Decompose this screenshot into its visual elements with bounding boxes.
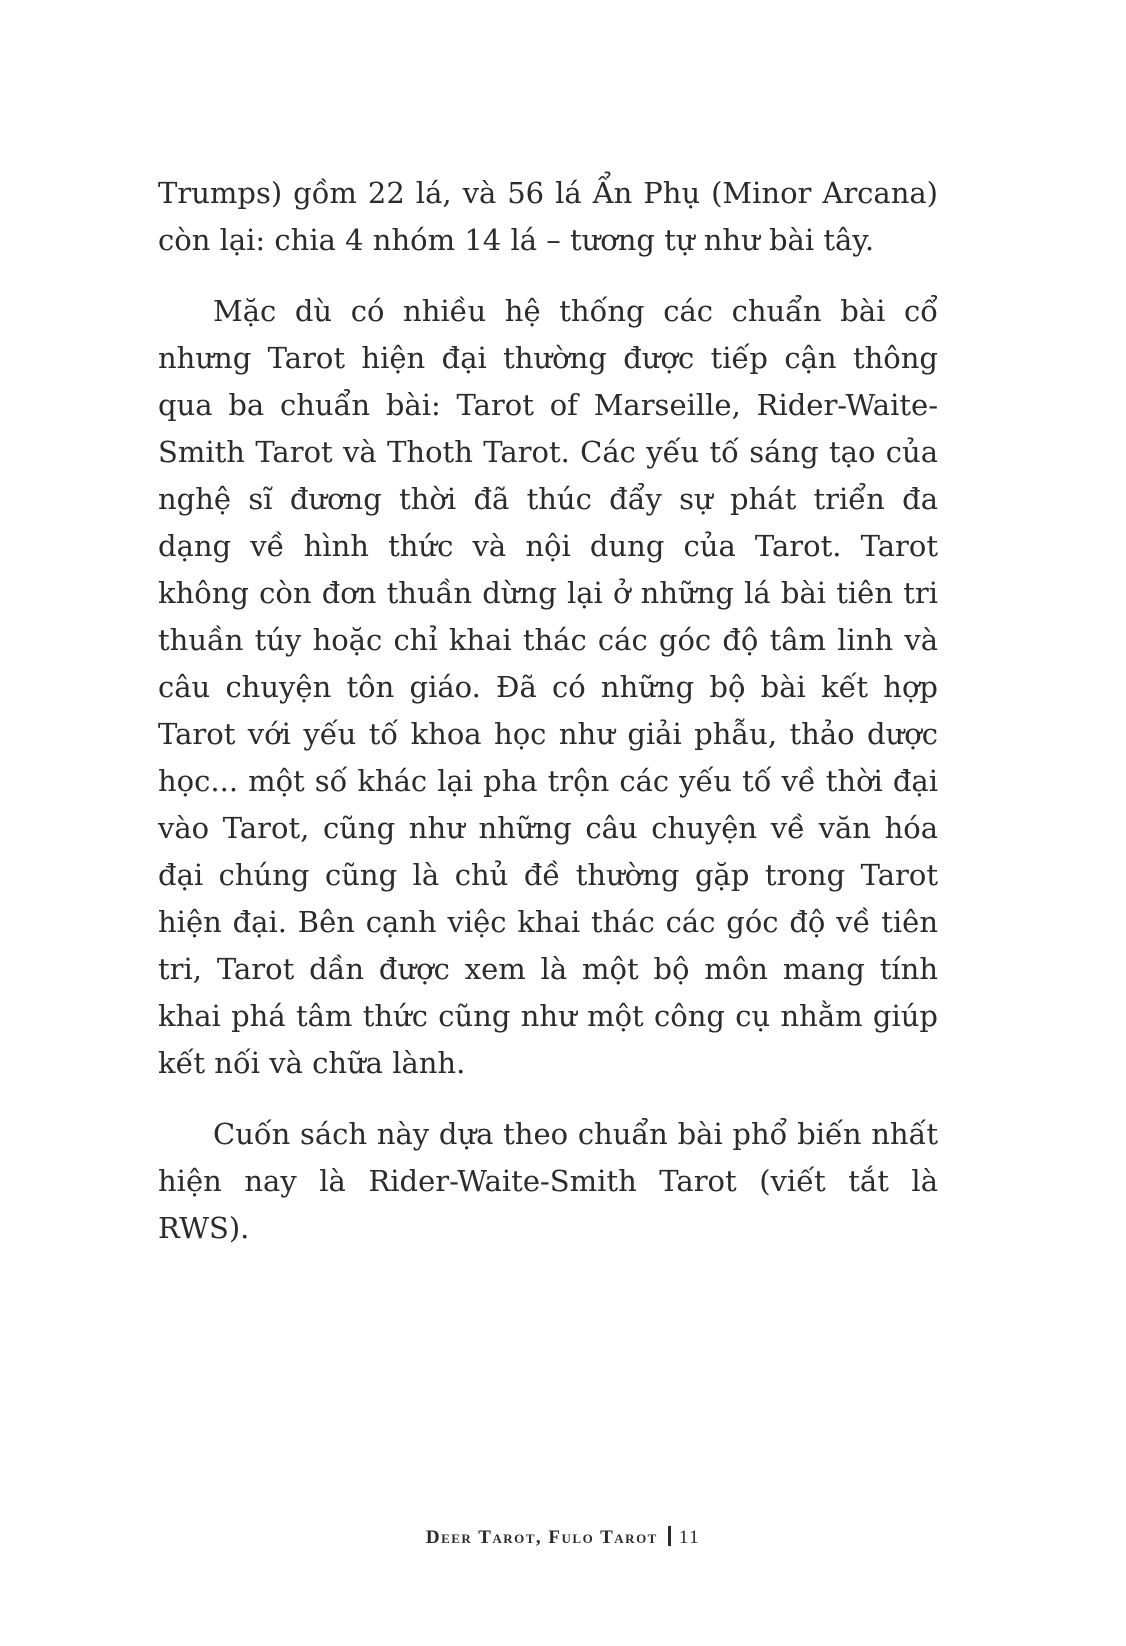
- paragraph-book-basis: Cuốn sách này dựa theo chuẩn bài phổ biến nhất hiện nay là Rider-Waite-Smith Tarot (viết tắt là RWS).: [158, 1117, 938, 1245]
- page-number: 11: [678, 1527, 701, 1548]
- body-text: [158, 170, 938, 1252]
- paragraph-continued: Trumps) gồm 22 lá, và 56 lá Ẩn Phụ (Minor Arcana) còn lại: chia 4 nhóm 14 lá – tương tự như bài tây.: [158, 176, 938, 257]
- page-footer: [0, 1526, 1126, 1549]
- running-title: Deer Tarot, Fulo Tarot: [425, 1527, 658, 1548]
- footer-divider: [668, 1526, 671, 1546]
- paragraph-tarot-standards: Mặc dù có nhiều hệ thống các chuẩn bài cổ nhưng Tarot hiện đại thường được tiếp cận thông qua ba chuẩn bài: Tarot of Marseille, Rider-Waite-Smith Tarot và Thoth Tarot. Các yếu tố sáng tạo của nghệ sĩ đương thời đã thúc đẩy sự phát triển đa dạng về hình thức và nội dung của Tarot. Tarot không còn đơn thuần dừng lại ở những lá bài tiên tri thuần túy hoặc chỉ khai thác các góc độ tâm linh và câu chuyện tôn giáo. Đã có những bộ bài kết hợp Tarot với yếu tố khoa học như giải phẫu, thảo dược học... một số khác lại pha trộn các yếu tố về thời đại vào Tarot, cũng như những câu chuyện về văn hóa đại chúng cũng là chủ đề thường gặp trong Tarot hiện đại. Bên cạnh việc khai thác các góc độ về tiên tri, Tarot dần được xem là một bộ môn mang tính khai phá tâm thức cũng như một công cụ nhằm giúp kết nối và chữa lành.: [158, 294, 938, 1080]
